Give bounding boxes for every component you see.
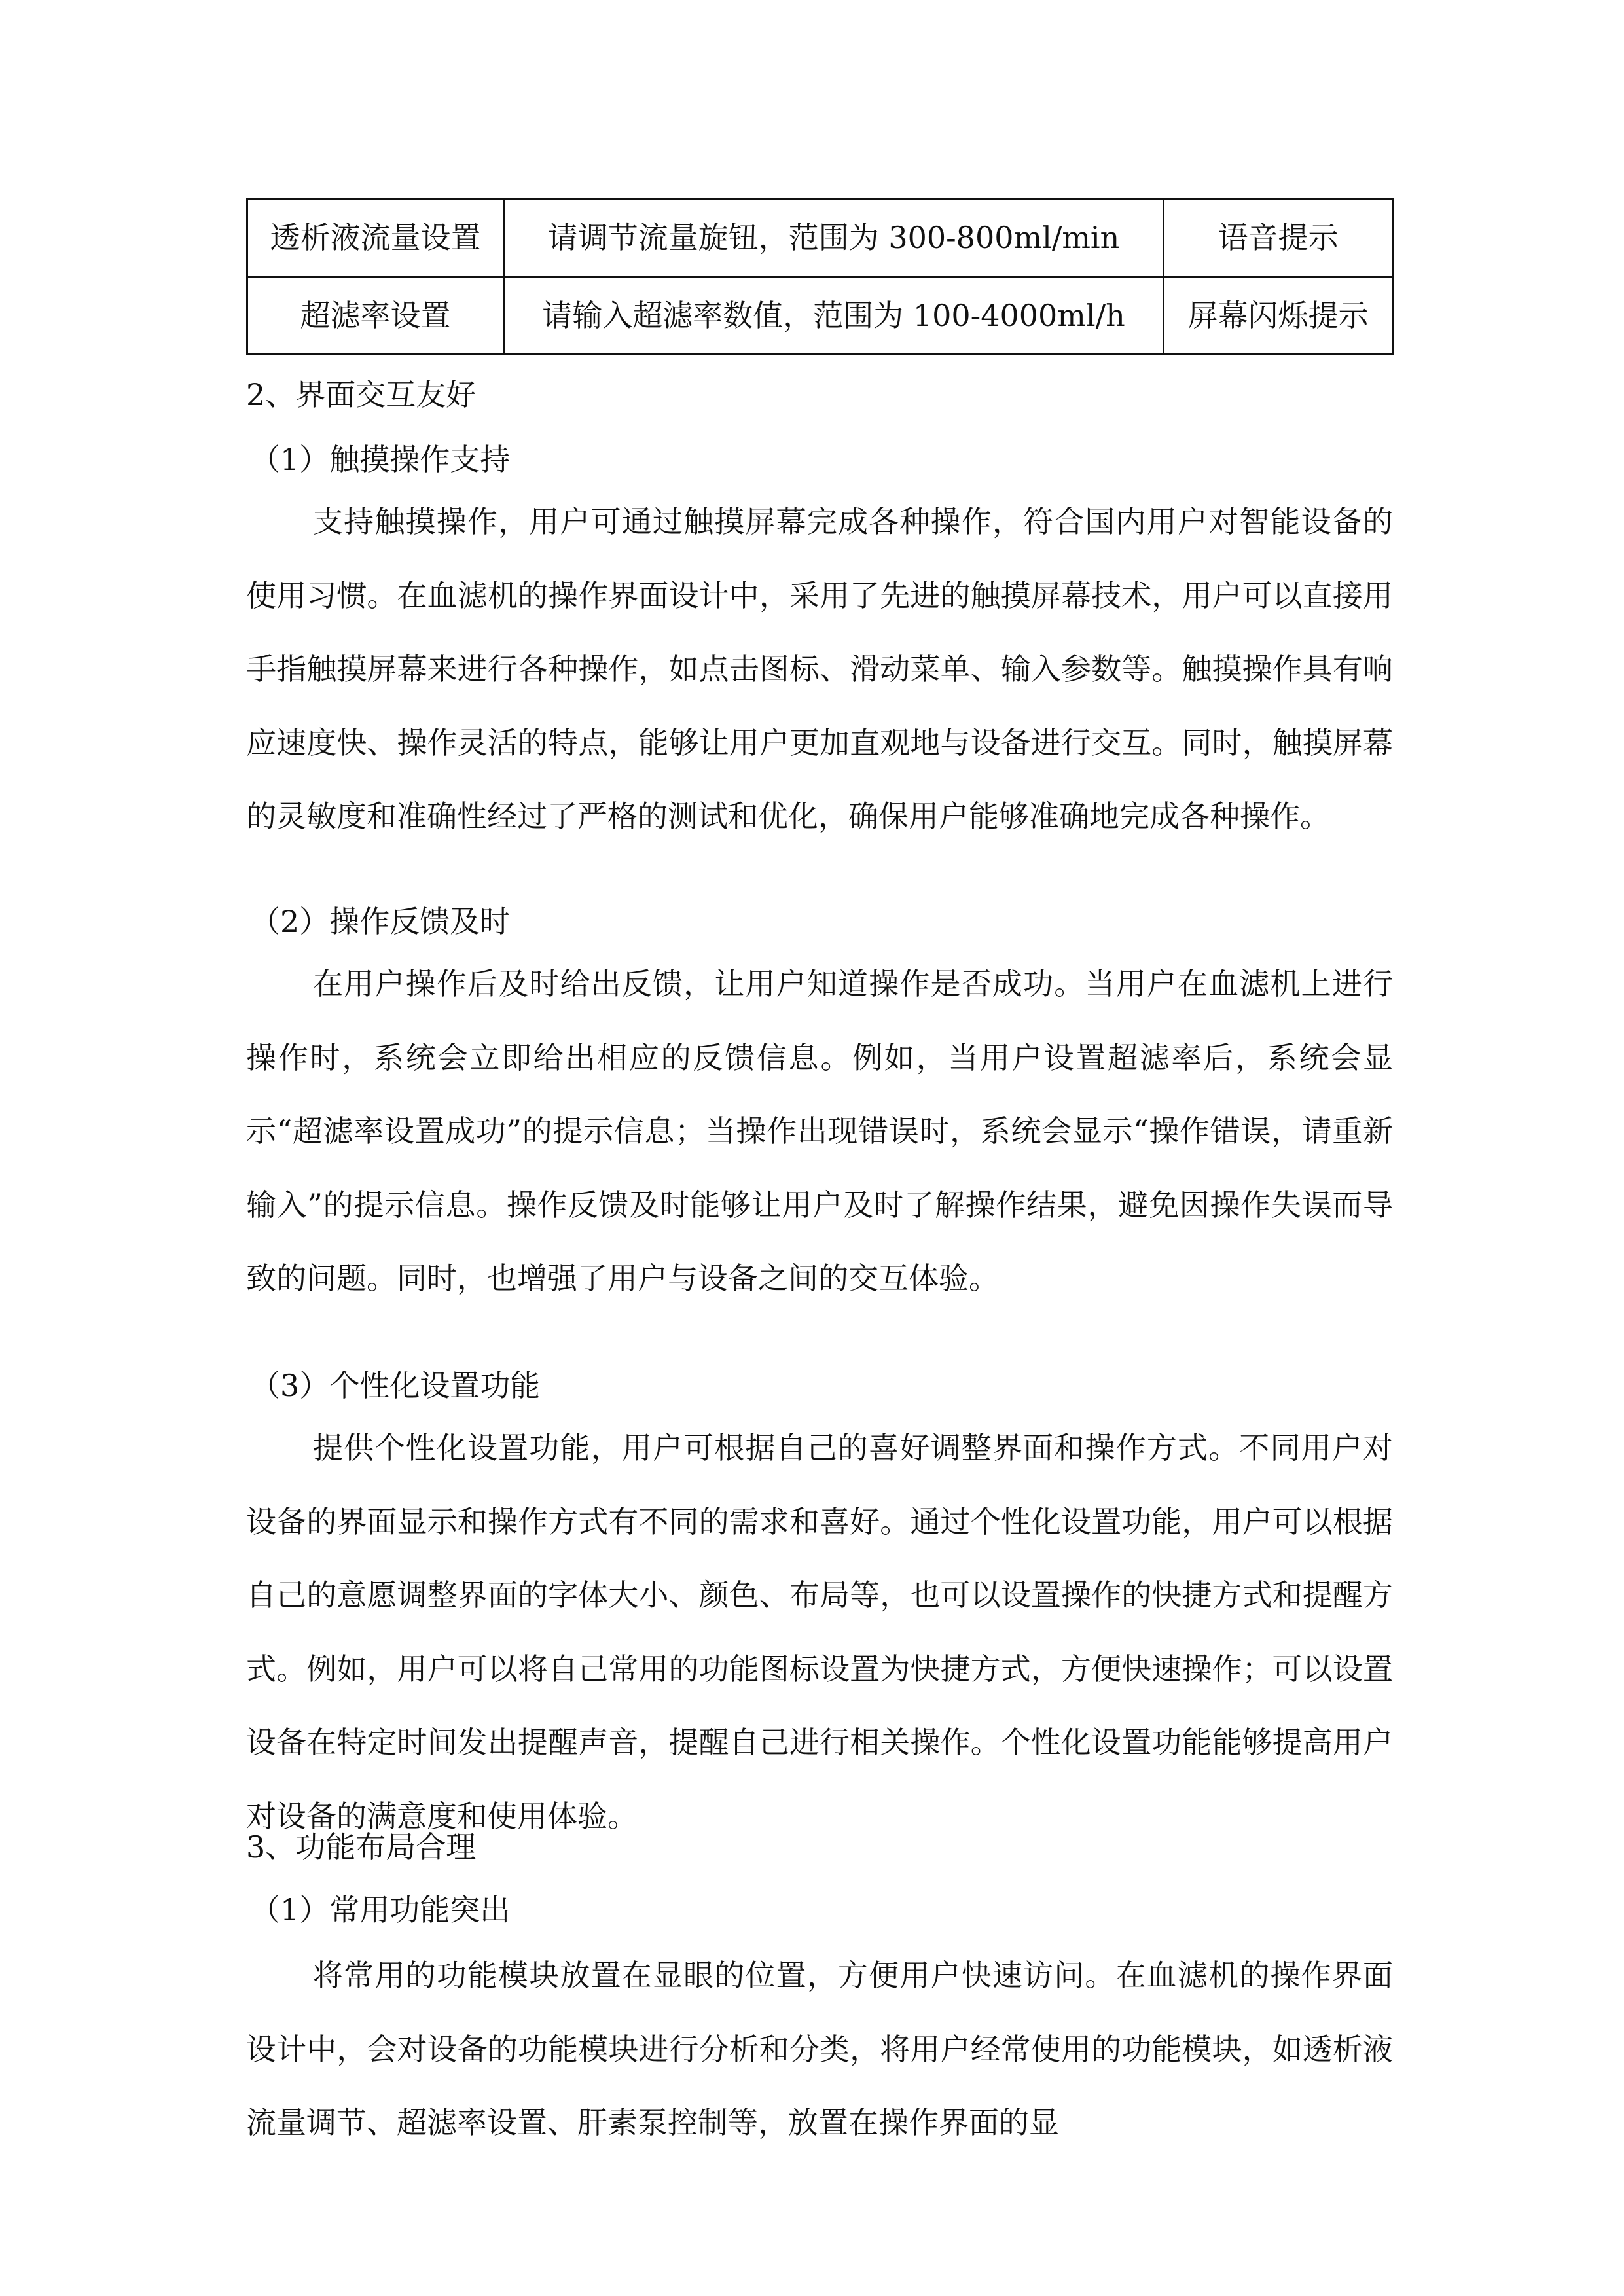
subsection-heading: （3）个性化设置功能 [250,1368,541,1403]
table-cell-instruction: 请输入超滤率数值，范围为 100-4000ml/h [504,277,1164,355]
table-cell-setting: 超滤率设置 [247,277,504,355]
table-cell-setting: 透析液流量设置 [247,199,504,277]
paragraph: 支持触摸操作，用户可通过触摸屏幕完成各种操作，符合国内用户对智能设备的使用习惯。在血滤机的操作界面设计中，采用了先进的触摸屏幕技术，用户可以直接用手指触摸屏幕来进行各种操作，如点击图标、滑动菜单、输入参数等。触摸操作具有响应速度快、操作灵活的特点，能够让用户更加直观地与设备进行交互。同时，触摸屏幕的灵敏度和准确性经过了严格的测试和优化，确保用户能够准确地完成各种操作。 [246,504,1393,834]
table-row [247,277,1393,355]
settings-table [246,198,1394,355]
paragraph: 在用户操作后及时给出反馈，让用户知道操作是否成功。当用户在血滤机上进行操作时，系统会立即给出相应的反馈信息。例如，当用户设置超滤率后，系统会显示“超滤率设置成功”的提示信息；当操作出现错误时，系统会显示“操作错误，请重新输入”的提示信息。操作反馈及时能够让用户及时了解操作结果，避免因操作失误而导致的问题。同时，也增强了用户与设备之间的交互体验。 [246,966,1393,1296]
section-heading: 3、功能布局合理 [246,1829,477,1865]
table-cell-instruction: 请调节流量旋钮，范围为 300-800ml/min [504,199,1164,277]
table-cell-alert: 屏幕闪烁提示 [1164,277,1393,355]
table-cell-alert: 语音提示 [1164,199,1393,277]
paragraph: 将常用的功能模块放置在显眼的位置，方便用户快速访问。在血滤机的操作界面设计中，会对设备的功能模块进行分析和分类，将用户经常使用的功能模块，如透析液流量调节、超滤率设置、肝素泵控制等，放置在操作界面的显 [246,1958,1393,2140]
subsection-heading: （2）操作反馈及时 [250,904,511,939]
section-heading: 2、界面交互友好 [246,377,477,412]
subsection-heading: （1）触摸操作支持 [250,442,511,477]
paragraph: 提供个性化设置功能，用户可根据自己的喜好调整界面和操作方式。不同用户对设备的界面显示和操作方式有不同的需求和喜好。通过个性化设置功能，用户可以根据自己的意愿调整界面的字体大小、颜色、布局等，也可以设置操作的快捷方式和提醒方式。例如，用户可以将自己常用的功能图标设置为快捷方式，方便快速操作；可以设置设备在特定时间发出提醒声音，提醒自己进行相关操作。个性化设置功能能够提高用户对设备的满意度和使用体验。 [246,1430,1393,1834]
subsection-heading: （1）常用功能突出 [250,1892,511,1928]
table-row [247,199,1393,277]
